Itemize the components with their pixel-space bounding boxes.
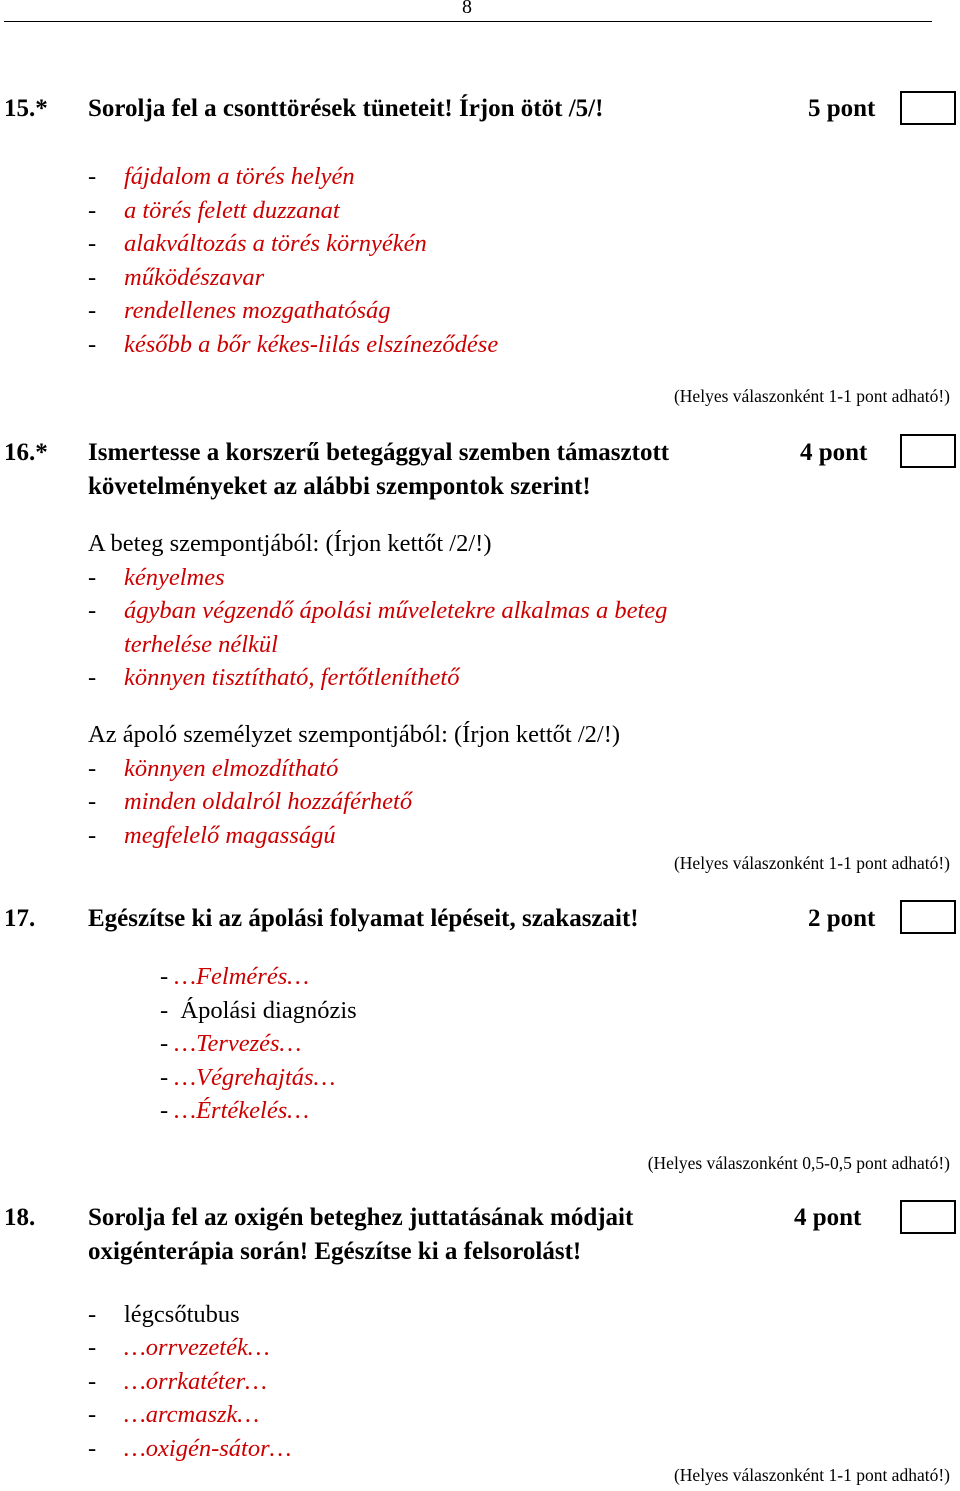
method-item: - …orrvezeték…: [88, 1334, 270, 1361]
question-number: 16.*: [4, 439, 48, 466]
points-label: 4 pont: [794, 1204, 862, 1231]
score-box[interactable]: [900, 91, 956, 125]
question-number: 17.: [4, 905, 36, 932]
answer-item: - később a bőr kékes-lilás elszíneződése: [88, 331, 499, 358]
points-label: 4 pont: [800, 439, 868, 466]
question-text: oxigénterápia során! Egészítse ki a felsorolást!: [88, 1238, 582, 1265]
answer-item: - alakváltozás a törés környékén: [88, 230, 427, 257]
answer-item: - minden oldalról hozzáférhető: [88, 788, 413, 815]
step-item: - …Tervezés…: [160, 1030, 302, 1057]
question-number: 15.*: [4, 95, 48, 122]
answer-item: - fájdalom a törés helyén: [88, 163, 355, 190]
score-box[interactable]: [900, 900, 956, 934]
method-item: - légcsőtubus: [88, 1301, 240, 1328]
scoring-note: (Helyes válaszonként 1-1 pont adható!): [673, 853, 950, 873]
score-box[interactable]: [900, 1200, 956, 1234]
answer-item: - könnyen elmozdítható: [88, 755, 339, 782]
step-item: - …Végrehajtás…: [160, 1064, 336, 1091]
score-box[interactable]: [900, 434, 956, 468]
answer-item: - működészavar: [88, 264, 265, 291]
question-text: Ismertesse a korszerű betegággyal szemben támasztott: [88, 439, 670, 466]
header-rule: [4, 21, 932, 22]
question-text: Egészítse ki az ápolási folyamat lépéseit, szakaszait!: [88, 905, 639, 932]
answer-item: - könnyen tisztítható, fertőtleníthető: [88, 664, 460, 691]
answer-item: - a törés felett duzzanat: [88, 197, 340, 224]
sub-heading: A beteg szempontjából: (Írjon kettőt /2/!): [88, 530, 492, 557]
step-item: - …Felmérés…: [160, 963, 310, 990]
question-text: Sorolja fel az oxigén beteghez juttatásának módjait: [88, 1204, 634, 1231]
points-label: 5 pont: [808, 95, 876, 122]
sub-heading: Az ápoló személyzet szempontjából: (Írjon kettőt /2/!): [88, 721, 621, 748]
method-item: - …arcmaszk…: [88, 1401, 260, 1428]
method-item: - …oxigén-sátor…: [88, 1435, 292, 1462]
answer-item: - kényelmes: [88, 564, 225, 591]
scoring-note: (Helyes válaszonként 1-1 pont adható!): [673, 386, 950, 406]
question-text: követelményeket az alábbi szempontok szerint!: [88, 473, 591, 500]
method-item: - …orrkatéter…: [88, 1368, 267, 1395]
scoring-note: (Helyes válaszonként 1-1 pont adható!): [673, 1465, 950, 1485]
answer-item: - ágyban végzendő ápolási műveletekre alkalmas a beteg: [88, 597, 668, 624]
scoring-note: (Helyes válaszonként 0,5-0,5 pont adható!): [647, 1153, 950, 1173]
answer-item-continuation: terhelése nélkül: [124, 631, 278, 658]
step-item: - …Értékelés…: [160, 1097, 310, 1124]
step-item: - Ápolási diagnózis: [160, 997, 357, 1024]
answer-item: - megfelelő magasságú: [88, 822, 336, 849]
question-text: Sorolja fel a csonttörések tüneteit! Írjon ötöt /5/!: [88, 95, 604, 122]
answer-item: - rendellenes mozgathatóság: [88, 297, 391, 324]
question-number: 18.: [4, 1204, 36, 1231]
page-number: 8: [462, 0, 472, 18]
points-label: 2 pont: [808, 905, 876, 932]
